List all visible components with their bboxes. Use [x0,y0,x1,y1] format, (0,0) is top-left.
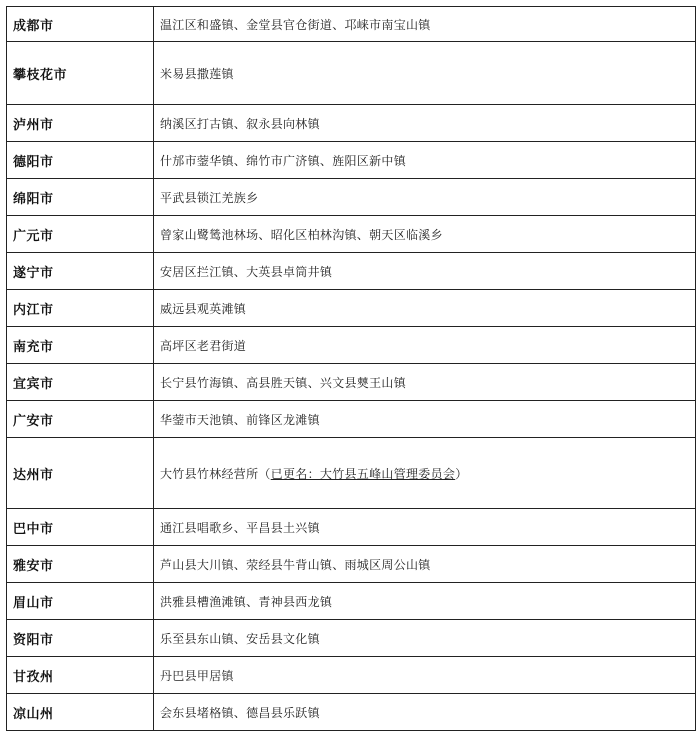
city-cell: 南充市 [7,327,154,364]
city-cell: 资阳市 [7,620,154,657]
city-cell: 泸州市 [7,105,154,142]
city-cell: 甘孜州 [7,657,154,694]
table-row [7,657,696,694]
table-row [7,216,696,253]
table-row [7,290,696,327]
table-row [7,179,696,216]
city-cell: 绵阳市 [7,179,154,216]
city-cell: 眉山市 [7,583,154,620]
towns-cell: 长宁县竹海镇、高县胜天镇、兴文县僰王山镇 [154,364,696,401]
towns-cell: 什邡市蓥华镇、绵竹市广济镇、旌阳区新中镇 [154,142,696,179]
towns-cell: 洪雅县槽渔滩镇、青神县西龙镇 [154,583,696,620]
towns-cell: 曾家山鹭鸶池林场、昭化区柏林沟镇、朝天区临溪乡 [154,216,696,253]
city-cell: 内江市 [7,290,154,327]
table-row [7,364,696,401]
towns-table [6,6,696,731]
city-cell: 德阳市 [7,142,154,179]
table-row [7,327,696,364]
city-cell: 广安市 [7,401,154,438]
table-row [7,620,696,657]
towns-cell: 温江区和盛镇、金堂县官仓街道、邛崃市南宝山镇 [154,7,696,42]
towns-cell: 威远县观英滩镇 [154,290,696,327]
table-row [7,438,696,509]
table-row [7,142,696,179]
table-row [7,253,696,290]
towns-cell: 高坪区老君街道 [154,327,696,364]
towns-cell: 安居区拦江镇、大英县卓筒井镇 [154,253,696,290]
towns-cell: 通江县唱歌乡、平昌县土兴镇 [154,509,696,546]
city-cell: 成都市 [7,7,154,42]
renamed-note: 已更名：大竹县五峰山管理委员会 [270,466,456,481]
towns-cell: 会东县堵格镇、德昌县乐跃镇 [154,694,696,731]
towns-suffix: ） [455,466,468,481]
city-cell: 雅安市 [7,546,154,583]
towns-cell: 纳溪区打古镇、叙永县向林镇 [154,105,696,142]
table-row [7,546,696,583]
towns-cell: 米易县撒莲镇 [154,42,696,105]
towns-cell: 平武县锁江羌族乡 [154,179,696,216]
towns-cell: 华蓥市天池镇、前锋区龙滩镇 [154,401,696,438]
towns-cell: 丹巴县甲居镇 [154,657,696,694]
table-row [7,583,696,620]
city-cell: 遂宁市 [7,253,154,290]
city-cell: 达州市 [7,438,154,509]
towns-cell [154,438,696,509]
city-cell: 凉山州 [7,694,154,731]
table-row [7,7,696,42]
city-cell: 巴中市 [7,509,154,546]
city-cell: 广元市 [7,216,154,253]
towns-prefix: 大竹县竹林经营所（ [160,466,271,481]
city-cell: 宜宾市 [7,364,154,401]
towns-cell: 芦山县大川镇、荥经县牛背山镇、雨城区周公山镇 [154,546,696,583]
towns-cell: 乐至县东山镇、安岳县文化镇 [154,620,696,657]
city-cell: 攀枝花市 [7,42,154,105]
table-row [7,42,696,105]
table-row [7,105,696,142]
table-row [7,509,696,546]
table-row [7,401,696,438]
table-row [7,694,696,731]
